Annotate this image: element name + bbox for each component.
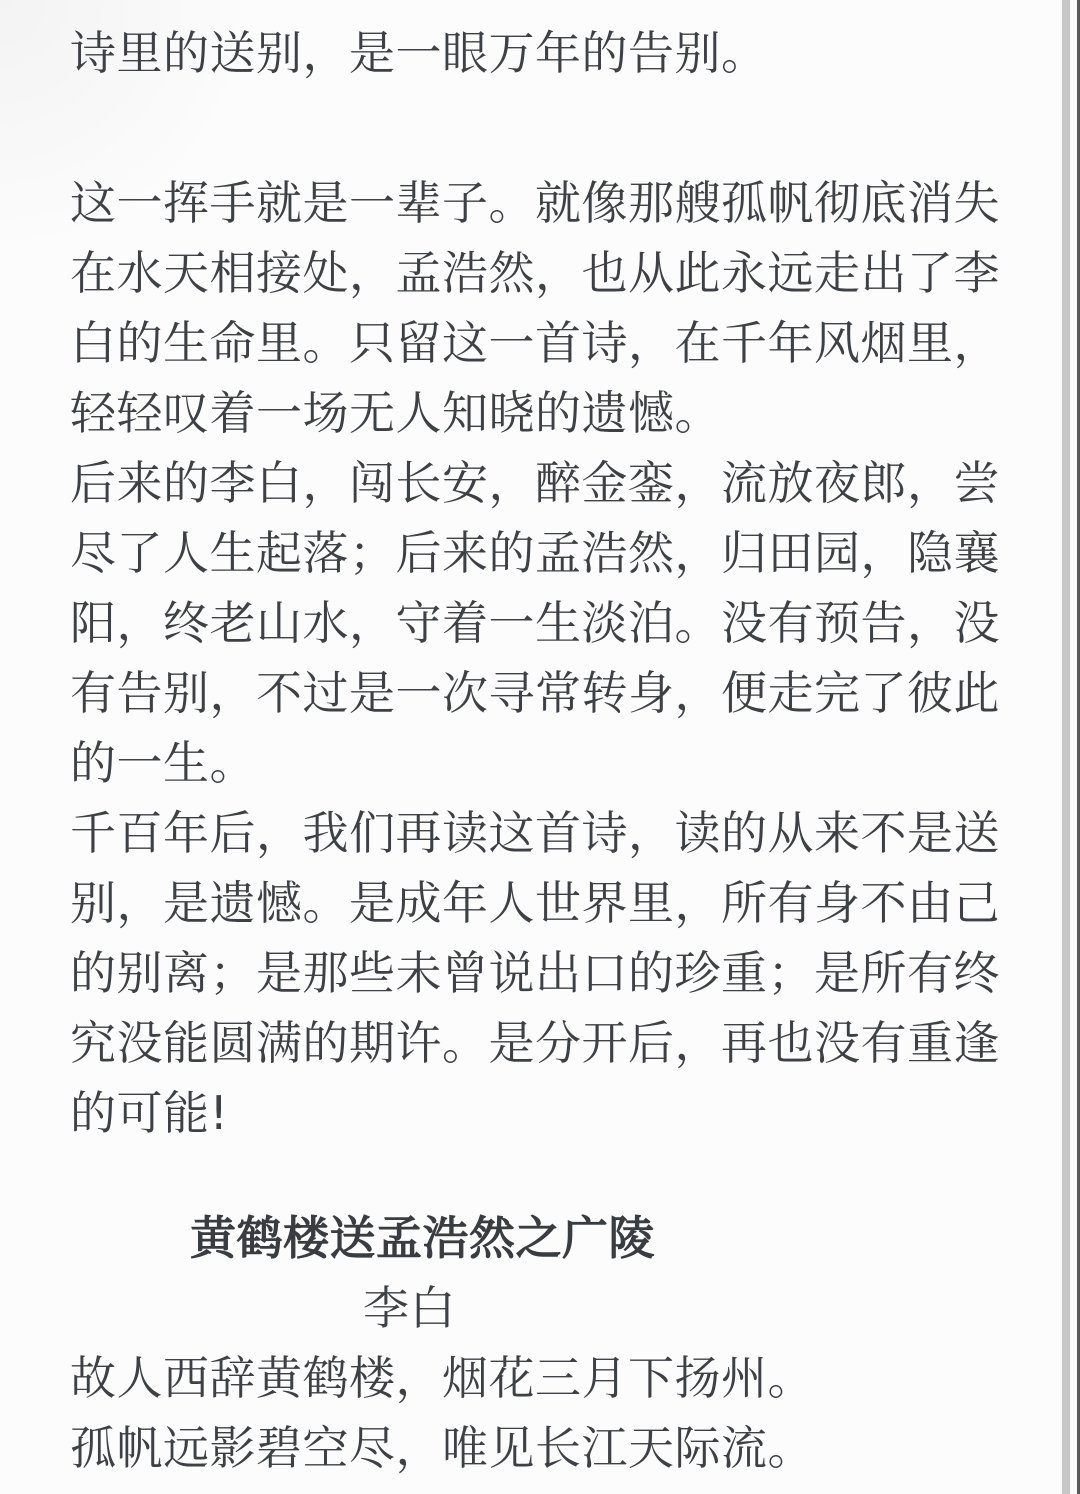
body-line: 尽了人生起落；后来的孟浩然，归田园，隐襄 [70, 526, 1000, 580]
body-line: 阳，终老山水，守着一生淡泊。没有预告，没 [70, 596, 1000, 650]
body-line: 白的生命里。只留这一首诗，在千年风烟里， [70, 316, 1000, 370]
body-line: 有告别，不过是一次寻常转身，便走完了彼此 [70, 666, 1000, 720]
scrollbar-thumb[interactable] [1062, 0, 1070, 1494]
poem-title: 黄鹤楼送孟浩然之广陵 [190, 1211, 655, 1265]
body-line: 究没能圆满的期许。是分开后，再也没有重逢 [70, 1016, 1000, 1070]
poem-author: 李白 [363, 1281, 456, 1335]
body-line: 后来的李白，闯长安，醉金銮，流放夜郎，尝 [70, 456, 1000, 510]
body-line: 的可能! [70, 1086, 229, 1140]
body-line: 别，是遗憾。是成年人世界里，所有身不由己 [70, 876, 1000, 930]
poem-section [70, 1203, 1006, 1483]
body-line: 的一生。 [70, 736, 256, 790]
body-line: 在水天相接处，孟浩然，也从此永远走出了李 [70, 246, 1000, 300]
body-line: 这一挥手就是一辈子。就像那艘孤帆彻底消失 [70, 176, 1000, 230]
intro-line: 诗里的送别，是一眼万年的告别。 [70, 26, 768, 80]
poem-verse-line: 故人西辞黄鹤楼，烟花三月下扬州。 [70, 1351, 814, 1405]
poem-verse-line: 孤帆远影碧空尽，唯见长江天际流。 [70, 1421, 814, 1475]
body-line: 的别离；是那些未曾说出口的珍重；是所有终 [70, 946, 1000, 1000]
body-line: 轻轻叹着一场无人知晓的遗憾。 [70, 386, 721, 440]
body-line: 千百年后，我们再读这首诗，读的从来不是送 [70, 806, 1000, 860]
article [70, 18, 1006, 1483]
article-body [70, 168, 1006, 1148]
poem-verses [70, 1343, 1006, 1483]
